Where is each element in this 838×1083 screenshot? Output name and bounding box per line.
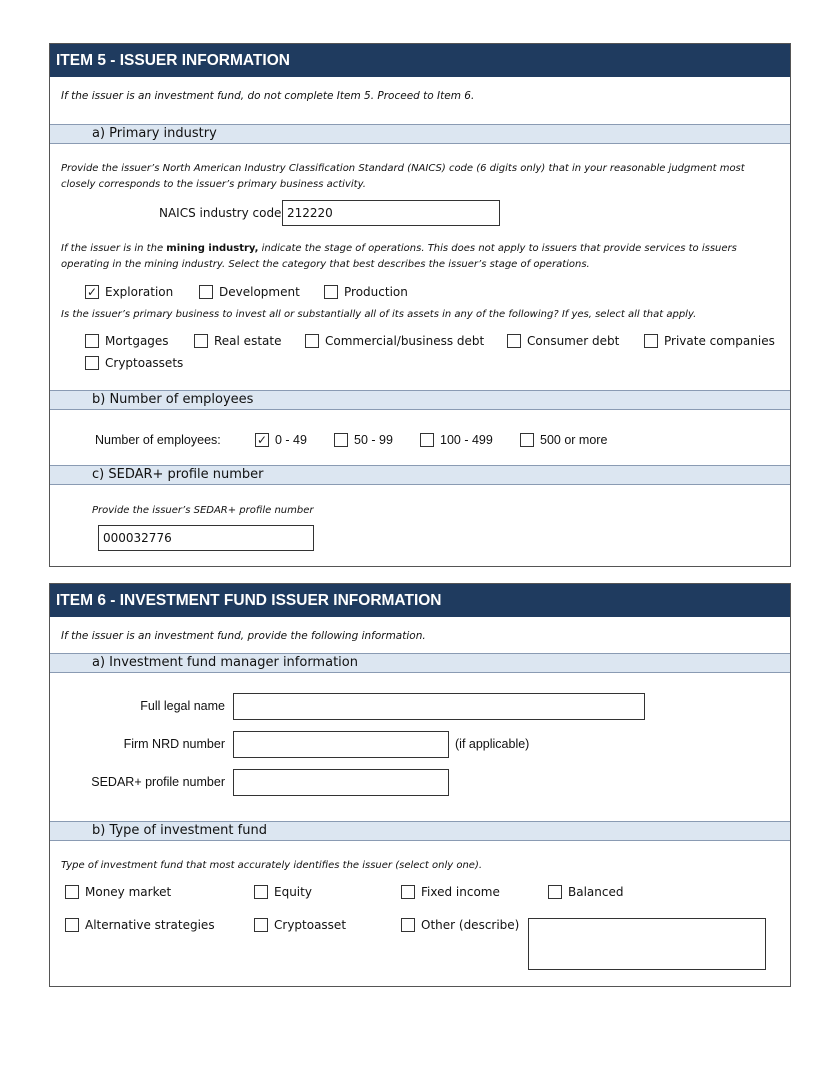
checkbox-icon	[548, 885, 562, 899]
checkbox-icon	[334, 433, 348, 447]
item5-section	[49, 43, 791, 567]
asset-label: Mortgages	[105, 334, 169, 348]
fund-type-label: Equity	[274, 885, 312, 899]
item5-c-title: c) SEDAR+ profile number	[50, 465, 790, 485]
naics-label: NAICS industry code	[159, 206, 282, 220]
fund-type-label: Fixed income	[421, 885, 500, 899]
item6-header: ITEM 6 - INVESTMENT FUND ISSUER INFORMATION	[50, 584, 790, 617]
asset-real-estate-checkbox[interactable]	[194, 334, 281, 348]
employees-50-99-checkbox[interactable]	[334, 433, 393, 447]
fund-other-description-input[interactable]	[528, 918, 766, 970]
fund-balanced-checkbox[interactable]	[548, 885, 623, 899]
fund-type-label: Balanced	[568, 885, 624, 899]
sedar-profile-label: SEDAR+ profile number	[91, 775, 225, 789]
fund-money-market-checkbox[interactable]	[65, 885, 171, 899]
naics-instruction: Provide the issuer’s North American Industry Classification Standard (NAICS) code (6 digits only) that in your reasonable judgment most closely corresponds to the issuer’s primary business activity.	[61, 163, 745, 190]
asset-label: Private companies	[664, 334, 775, 348]
firm-nrd-label: Firm NRD number	[123, 737, 225, 751]
checkbox-icon	[254, 918, 268, 932]
checkbox-icon	[520, 433, 534, 447]
fund-sedar-profile-input[interactable]	[233, 769, 449, 796]
fund-type-label: Money market	[85, 885, 172, 899]
sedar-instruction: Provide the issuer’s SEDAR+ profile number	[92, 505, 314, 516]
item6-section	[49, 583, 791, 987]
employees-option-label: 500 or more	[540, 433, 608, 447]
mining-instruction	[61, 241, 773, 273]
fund-type-label: Cryptoasset	[274, 918, 347, 932]
checkbox-icon	[65, 918, 79, 932]
asset-private-companies-checkbox[interactable]	[644, 334, 775, 348]
stage-label: Development	[219, 285, 300, 299]
asset-label: Real estate	[214, 334, 282, 348]
checkbox-icon	[254, 885, 268, 899]
assets-question: Is the issuer’s primary business to invest all or substantially all of its assets in any of the following? If yes, select all that apply.	[61, 309, 697, 320]
checkbox-icon	[401, 885, 415, 899]
checkbox-icon	[401, 918, 415, 932]
item5-a-title: a) Primary industry	[50, 124, 790, 144]
item6-b-title: b) Type of investment fund	[50, 821, 790, 841]
fund-alternative-strategies-checkbox[interactable]	[65, 918, 215, 932]
checkbox-icon	[85, 334, 99, 348]
full-legal-name-label: Full legal name	[140, 699, 225, 713]
fund-type-label: Other (describe)	[421, 918, 520, 932]
mining-post: indicate the stage of operations. This does not apply to issuers that provide services to issuers operating in the mining industry. Select the category that best describes the issuer’s stage of operations.	[61, 243, 737, 270]
naics-code-input[interactable]: 212220	[282, 200, 500, 226]
checkbox-icon	[305, 334, 319, 348]
fund-cryptoasset-checkbox[interactable]	[254, 918, 346, 932]
asset-mortgages-checkbox[interactable]	[85, 334, 169, 348]
asset-label: Cryptoassets	[105, 356, 184, 370]
checkbox-icon	[85, 356, 99, 370]
employees-option-label: 50 - 99	[354, 433, 393, 447]
checkbox-icon	[420, 433, 434, 447]
fund-equity-checkbox[interactable]	[254, 885, 312, 899]
item5-header: ITEM 5 - ISSUER INFORMATION	[50, 44, 790, 77]
stage-development-checkbox[interactable]	[199, 285, 300, 299]
firm-nrd-input[interactable]	[233, 731, 449, 758]
sedar-profile-input[interactable]: 000032776	[98, 525, 314, 551]
item6-a-title: a) Investment fund manager information	[50, 653, 790, 673]
employees-100-499-checkbox[interactable]	[420, 433, 493, 447]
asset-commercial-debt-checkbox[interactable]	[305, 334, 484, 348]
checkbox-icon	[644, 334, 658, 348]
if-applicable-note: (if applicable)	[455, 737, 530, 751]
fund-fixed-income-checkbox[interactable]	[401, 885, 500, 899]
checkbox-icon	[199, 285, 213, 299]
stage-label: Production	[344, 285, 408, 299]
checkmark-icon: ✓	[86, 285, 98, 299]
employees-500-plus-checkbox[interactable]	[520, 433, 607, 447]
mining-pre: If the issuer is in the	[61, 243, 167, 254]
item6-intro: If the issuer is an investment fund, provide the following information.	[61, 630, 426, 642]
stage-label: Exploration	[105, 285, 174, 299]
fund-other-checkbox[interactable]	[401, 918, 519, 932]
stage-production-checkbox[interactable]	[324, 285, 408, 299]
stage-exploration-checkbox[interactable]	[85, 285, 173, 299]
asset-label: Commercial/business debt	[325, 334, 485, 348]
mining-bold: mining industry,	[166, 243, 259, 254]
item5-b-title: b) Number of employees	[50, 390, 790, 410]
employees-0-49-checkbox[interactable]	[255, 433, 307, 447]
fund-type-instruction: Type of investment fund that most accurately identifies the issuer (select only one).	[61, 860, 483, 871]
employees-label: Number of employees:	[95, 433, 221, 447]
full-legal-name-input[interactable]	[233, 693, 645, 720]
checkbox-icon	[507, 334, 521, 348]
checkbox-icon	[65, 885, 79, 899]
checkmark-icon: ✓	[256, 433, 268, 447]
asset-label: Consumer debt	[527, 334, 620, 348]
checkbox-icon	[324, 285, 338, 299]
employees-option-label: 0 - 49	[275, 433, 307, 447]
item5-intro: If the issuer is an investment fund, do not complete Item 5. Proceed to Item 6.	[61, 90, 475, 102]
checkbox-icon	[194, 334, 208, 348]
employees-option-label: 100 - 499	[440, 433, 493, 447]
fund-type-label: Alternative strategies	[85, 918, 215, 932]
asset-cryptoassets-checkbox[interactable]	[85, 356, 183, 370]
asset-consumer-debt-checkbox[interactable]	[507, 334, 619, 348]
